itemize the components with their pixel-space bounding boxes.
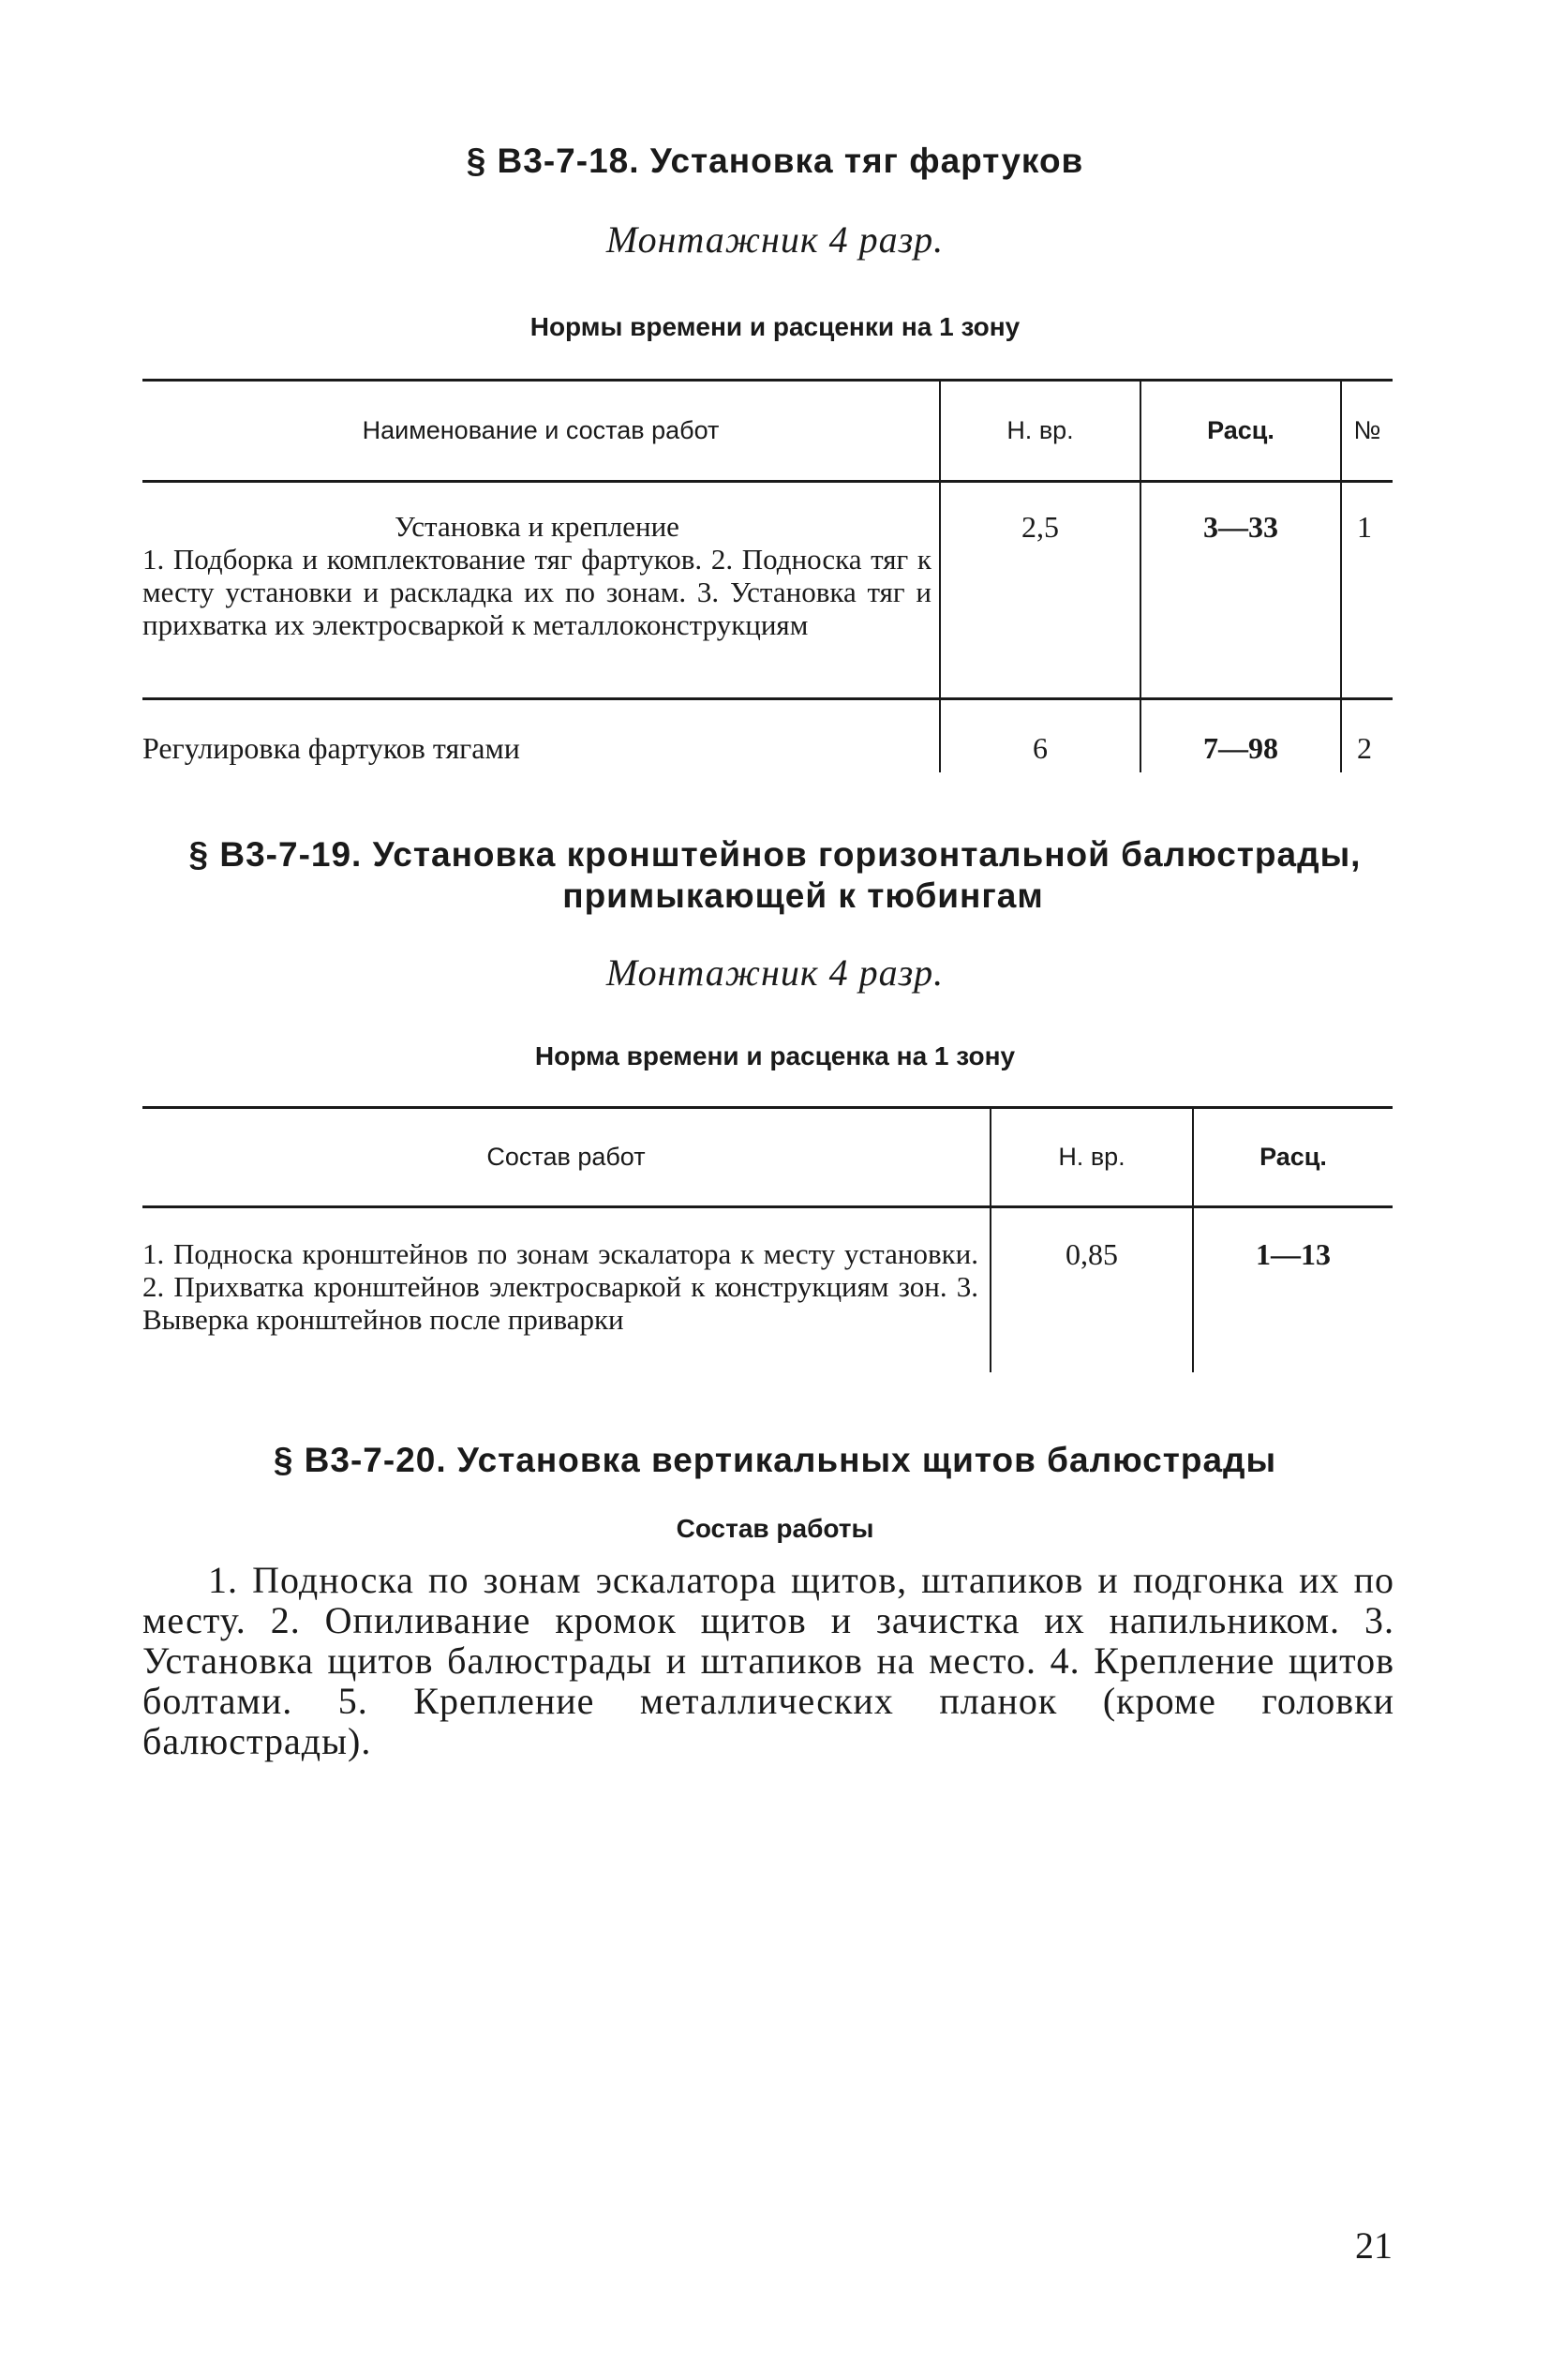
row-1-rate: 3—33 — [1203, 510, 1278, 544]
header-number: № — [1353, 416, 1381, 444]
header-norm: Н. вр. — [1058, 1143, 1125, 1171]
row-1-norm: 2,5 — [1021, 510, 1059, 544]
section-19-title-line-2: примыкающей к тюбингам — [562, 876, 1044, 915]
table-header-rule — [142, 1205, 1393, 1208]
table-row-rule — [142, 697, 1393, 700]
section-19-table — [142, 1106, 1393, 1372]
row-2-name: Регулировка фартуков тягами — [142, 731, 520, 765]
section-20-title: § В3-7-20. Установка вертикальных щитов балюстрады — [273, 1441, 1277, 1479]
table-header-rule — [142, 480, 1393, 483]
section-18-subtitle: Нормы времени и расценки на 1 зону — [529, 312, 1021, 341]
header-rate: Расц. — [1259, 1143, 1327, 1171]
section-19-title — [0, 834, 1550, 917]
section-19-worker: Монтажник 4 разр. — [605, 951, 945, 994]
composition-title: Состав работы — [676, 1514, 874, 1543]
header-norm: Н. вр. — [1006, 416, 1074, 444]
row-norm: 0,85 — [1066, 1237, 1118, 1271]
row-2-number: 2 — [1357, 731, 1372, 765]
header-rate: Расц. — [1207, 416, 1274, 444]
section-19-subtitle: Норма времени и расценка на 1 зону — [534, 1041, 1016, 1070]
header-name: Наименование и состав работ — [362, 416, 720, 444]
section-19-title-line-1: § В3-7-19. Установка кронштейнов горизонтальной балюстрады, — [188, 835, 1362, 874]
row-2-rate: 7—98 — [1203, 731, 1278, 765]
section-18-title: § В3-7-18. Установка тяг фартуков — [466, 142, 1084, 180]
row-1-name: Установка и крепление — [395, 510, 679, 543]
row-description: 1. Подноска кронштейнов по зонам эскалатора к месту установки. 2. Прихватка кронштейнов электросваркой к конструкциям зон. 3. Выверка кронштейнов после приварки — [142, 1237, 978, 1336]
row-rate: 1—13 — [1256, 1237, 1331, 1271]
section-18-table — [142, 379, 1393, 772]
header-work: Состав работ — [486, 1143, 646, 1171]
page-number: 21 — [1355, 2224, 1393, 2267]
section-18-worker: Монтажник 4 разр. — [605, 218, 945, 261]
composition-text: 1. Подноска по зонам эскалатора щитов, штапиков и подгонка их по месту. 2. Опиливание кромок щитов и зачистка их напильником. 3. Установка щитов балюстрады и штапиков на место. 4. Крепление щитов болтами. 5. Крепление металлических планок (кроме головки балюстрады). — [142, 1559, 1394, 1762]
row-1-number: 1 — [1357, 510, 1372, 544]
row-2-norm: 6 — [1033, 731, 1048, 765]
table-row-1-work — [142, 510, 931, 641]
row-1-description: 1. Подборка и комплектование тяг фартуков. 2. Подноска тяг к месту установки и раскладка их по зонам. 3. Установка тяг и прихватка их электросваркой к металлоконструкциям — [142, 543, 931, 641]
